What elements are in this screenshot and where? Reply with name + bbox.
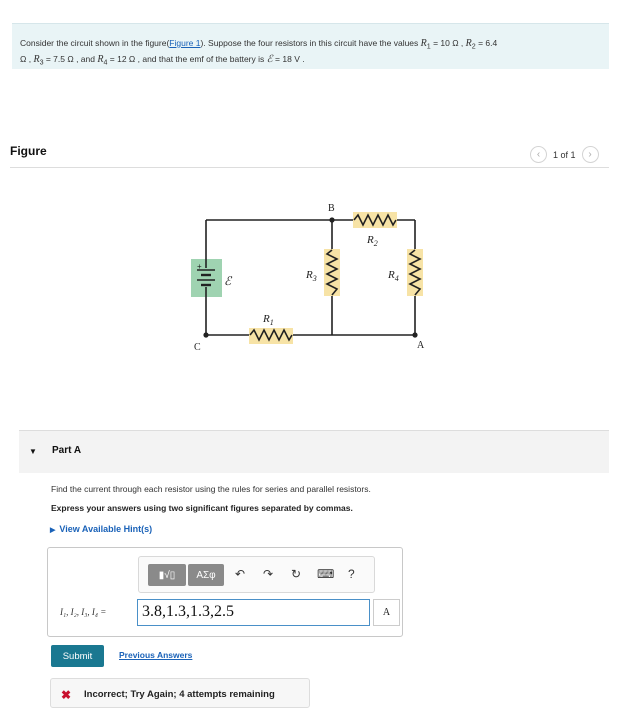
problem-statement [12, 23, 609, 69]
question-text: Find the current through each resistor using the rules for series and parallel resistors. [51, 484, 371, 494]
r3-label: $R_3$ [306, 269, 317, 283]
r1-subscript: 1 [426, 42, 431, 51]
chevron-left-icon[interactable]: ‹ [530, 146, 547, 163]
emf-symbol: ℰ [266, 53, 273, 65]
emf-label: ℰ [224, 274, 232, 288]
emf-value: = 18 V . [272, 53, 305, 64]
r1-label: $R_1$ [263, 313, 274, 327]
instruction-text: Express your answers using two significant figures separated by commas. [51, 503, 353, 513]
caret-right-icon: ▶ [50, 527, 56, 534]
answer-input[interactable]: 3.8,1.3,1.3,2.5 [137, 599, 370, 626]
x-icon: ✖ [61, 688, 72, 702]
problem-line-2 [20, 53, 601, 69]
templates-button[interactable]: ▮√▯ [148, 564, 186, 586]
circuit-diagram [170, 195, 440, 360]
node-c-dot [203, 332, 208, 337]
r2-symbol: R [465, 38, 472, 49]
redo-icon[interactable]: ↷ [263, 567, 274, 581]
node-a-label: A [417, 340, 425, 351]
greek-symbols-button[interactable]: ΑΣφ [188, 564, 224, 586]
battery-plus-label: + [197, 262, 202, 271]
pager-text: 1 of 1 [553, 149, 576, 160]
r4-value: = 12 Ω , and that the emf of the battery is [107, 53, 267, 64]
figure-divider [10, 167, 609, 168]
math-toolbar [138, 556, 375, 593]
r1-symbol: R [420, 38, 427, 49]
reset-icon[interactable]: ↻ [291, 567, 302, 581]
problem-line-1 [20, 37, 601, 53]
r4-symbol: R [97, 53, 104, 65]
chevron-right-icon[interactable]: › [582, 146, 599, 163]
problem-text: ). Suppose the four resistors in this circuit have the values [200, 38, 421, 48]
node-b-label: B [328, 203, 335, 214]
hint-label: View Available Hint(s) [59, 524, 153, 534]
unit-label: A [373, 599, 400, 626]
r3-symbol: R [33, 53, 40, 65]
caret-down-icon[interactable]: ▼ [29, 447, 37, 456]
part-a-title: Part A [52, 445, 82, 456]
submit-button[interactable]: Submit [51, 645, 104, 667]
undo-icon[interactable]: ↶ [235, 567, 246, 581]
r4-label: $R_4$ [388, 269, 399, 283]
r1-value: = 10 Ω , [430, 38, 466, 48]
answer-label: I₁, I₂, I₃, I₄ = [60, 607, 107, 617]
figure-heading: Figure [10, 144, 47, 158]
r2-value: = 6.4 [475, 38, 498, 48]
r3-subscript: 3 [39, 58, 44, 67]
r4-subscript: 4 [103, 58, 108, 67]
figure-link[interactable]: Figure 1 [169, 38, 201, 48]
problem-text: Consider the circuit shown in the figure( [20, 38, 170, 48]
part-a-header[interactable] [19, 430, 609, 473]
node-c-label: C [194, 342, 201, 353]
r2-subscript: 2 [471, 42, 476, 51]
help-icon[interactable]: ? [348, 567, 355, 581]
previous-answers-link[interactable]: Previous Answers [119, 650, 193, 660]
node-a-dot [412, 332, 417, 337]
node-b-dot [329, 217, 334, 222]
feedback-message: Incorrect; Try Again; 4 attempts remaining [84, 689, 275, 700]
view-hints-link[interactable] [50, 524, 152, 534]
answer-box [47, 547, 403, 637]
feedback-box [50, 678, 310, 708]
r2-label: $R_2$ [367, 234, 378, 248]
keyboard-icon[interactable]: ⌨ [317, 567, 335, 581]
figure-pager [530, 146, 599, 163]
problem-text: Ω , [20, 53, 34, 64]
r3-value: = 7.5 Ω , and [43, 53, 98, 64]
